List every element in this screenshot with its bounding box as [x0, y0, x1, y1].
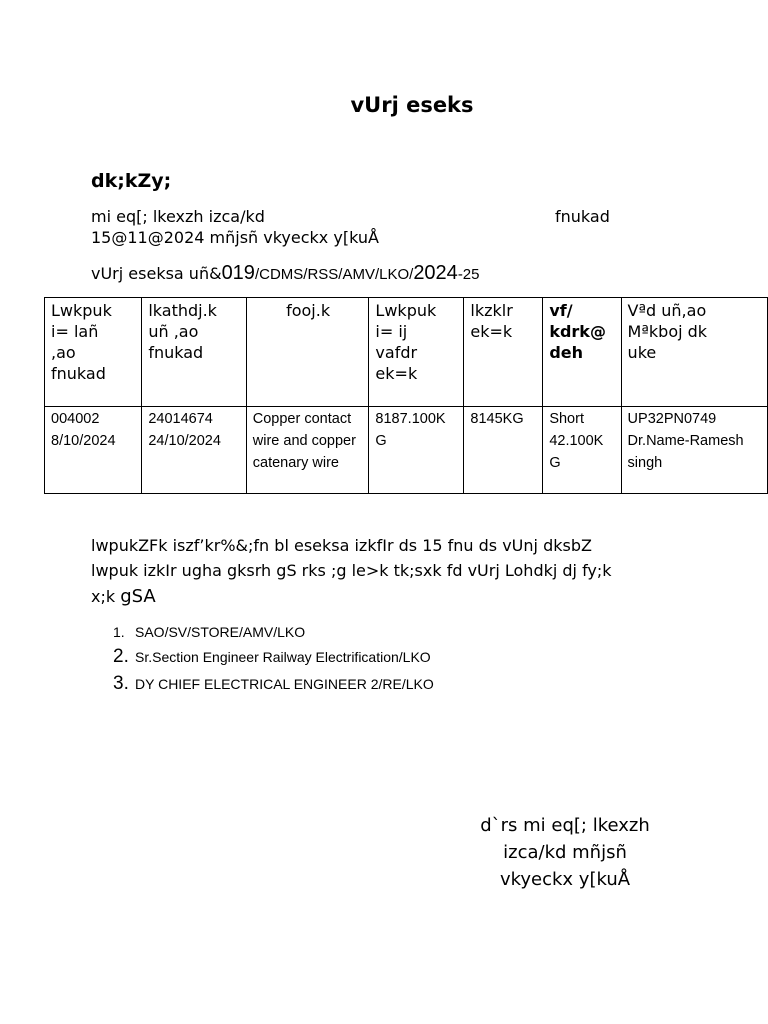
- list-item-number: 3.: [113, 673, 129, 694]
- memo-path: /CDMS/RSS/AMV/LKO/: [254, 266, 414, 283]
- header-excess-shortage: vf/ kdrk@ deh: [543, 298, 621, 407]
- table-row: [45, 407, 768, 494]
- memo-suffix: -25: [457, 266, 480, 283]
- date-label: fnukad: [555, 207, 610, 226]
- header-quantity-in-notice: Lwkpuk i= ij vafdr ek=k: [369, 298, 464, 407]
- date-and-location: 15@11@2024 mñjsñ vkyeckx y[kuÅ: [91, 228, 379, 247]
- cell-registration-no: 24014674 24/10/2024: [142, 407, 246, 494]
- cell-quantity-in-notice: 8187.100K G: [369, 407, 464, 494]
- sender-designation: mi eq[; lkexzh izca/kd: [91, 207, 265, 226]
- memo-prefix: vUrj eseksa uñ&: [91, 264, 222, 283]
- signature-line-2: izca/kd mñjsñ: [503, 842, 627, 863]
- details-table: [44, 297, 768, 494]
- list-item-text: Sr.Section Engineer Railway Electrification/LKO: [135, 649, 431, 665]
- cell-received-quantity: 8145KG: [464, 407, 543, 494]
- note-line-3-end: gSA: [120, 586, 156, 607]
- header-truck-driver: Vªd uñ,ao Mªkboj dk uke: [621, 298, 767, 407]
- list-item-number: 2.: [113, 646, 129, 667]
- note-line-3-start: x;k: [91, 587, 121, 606]
- list-item-number: 1.: [113, 624, 125, 640]
- cell-notice-letter-no: 004002 8/10/2024: [45, 407, 142, 494]
- cell-excess-shortage: Short 42.100K G: [543, 407, 621, 494]
- table-header-row: [45, 298, 768, 407]
- signature-line-3: vkyeckx y[kuÅ: [499, 869, 631, 890]
- memo-year: 2024: [413, 262, 458, 284]
- note-line-2: lwpuk izkIr ugha gksrh gS rks ;g le>k tk;sxk fd vUrj Lohdkj dj fy;k: [91, 561, 612, 580]
- cell-truck-driver: UP32PN0749 Dr.Name-Ramesh singh: [621, 407, 767, 494]
- list-item: [113, 673, 434, 695]
- list-item: [113, 624, 305, 640]
- memo-number: [91, 263, 480, 285]
- list-item: [113, 646, 431, 668]
- list-item-text: SAO/SV/STORE/AMV/LKO: [135, 624, 306, 640]
- header-received-quantity: lkzklr ek=k: [464, 298, 543, 407]
- signature-block: [440, 812, 690, 893]
- header-description: fooj.k: [246, 298, 369, 407]
- note-line-1: lwpukZFk iszf’kr%&;fn bl eseksa izkfIr ds 15 fnu ds vUnj dksbZ: [91, 536, 592, 555]
- header-registration-no: lkathdj.k uñ ,ao fnukad: [142, 298, 246, 407]
- note-line-3: [91, 584, 156, 610]
- cell-description: Copper contact wire and copper catenary wire: [246, 407, 369, 494]
- header-notice-letter-no: Lwkpuk i= lañ ,ao fnukad: [45, 298, 142, 407]
- office-heading: dk;kZy;: [91, 170, 172, 192]
- document-title: vUrj eseks: [350, 93, 474, 117]
- list-item-text: DY CHIEF ELECTRICAL ENGINEER 2/RE/LKO: [135, 676, 434, 692]
- signature-line-1: d`rs mi eq[; lkexzh: [480, 815, 650, 836]
- memo-num: 019: [221, 262, 255, 284]
